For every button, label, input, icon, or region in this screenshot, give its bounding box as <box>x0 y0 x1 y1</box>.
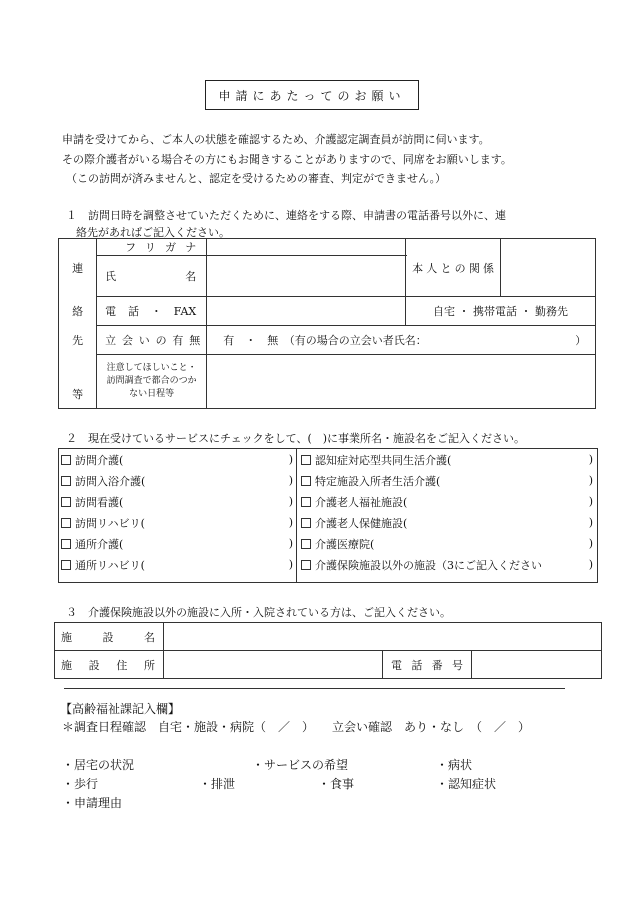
furigana-label: フリガナ <box>97 239 207 256</box>
office-item-reason: ・申請理由 <box>62 796 123 810</box>
service-home-nursing[interactable]: 訪問看護( <box>59 491 275 512</box>
intro-line-1: 申請を受けてから、ご本人の状態を確認するため、介護認定調査員が訪問に伺います。 <box>62 133 490 146</box>
office-item-meal: ・食事 <box>318 777 355 791</box>
office-item-dementia: ・認知症状 <box>436 777 497 791</box>
service-specified-facility[interactable]: 特定施設入所者生活介護( <box>299 470 585 491</box>
notes-label: 注意してほしいこと・ 訪問調査で都合のつか ない日程等 <box>97 355 207 409</box>
side-char-1: 連 <box>59 239 97 297</box>
relation-label: 本人との関係 <box>406 239 501 297</box>
page-title: 申請にあたってのお願い <box>205 80 419 110</box>
service-table <box>58 448 598 583</box>
name-field[interactable] <box>207 256 406 297</box>
notes-field[interactable] <box>207 355 596 409</box>
side-char-2: 絡 <box>59 297 97 326</box>
intro-line-2: その際介護者がいる場合その方にもお聞きすることがありますので、同席をお願いします。 <box>62 153 512 166</box>
office-item-illness: ・病状 <box>436 758 473 772</box>
service-day-care[interactable]: 通所介護( <box>59 533 275 554</box>
service-left-list: 訪問介護( ) 訪問入浴介護( ) 訪問看護( ) 訪問リハビリ( ) 通所介護( ) 通所リハビリ( ) <box>59 449 295 575</box>
office-item-home: ・居宅の状況 <box>62 758 135 772</box>
divider <box>64 688 565 689</box>
office-item-walking: ・歩行 <box>62 777 99 791</box>
presence-field[interactable]: 有 ・ 無 （有の場合の立会い者氏名： ） <box>207 326 596 355</box>
phone-types[interactable]: 自宅 ・ 携帯電話 ・ 勤務先 <box>406 297 596 326</box>
office-item-excretion: ・排泄 <box>199 777 236 791</box>
office-schedule: ＊調査日程確認 自宅・施設・病院（ ／ ） 立会い確認 あり・なし （ ／ ） <box>62 720 531 734</box>
service-medical-facility[interactable]: 介護医療院( <box>299 533 585 554</box>
facility-address-field[interactable] <box>164 651 383 679</box>
section1-heading-1: １ 訪問日時を調整させていただくために、連絡をする際、申請書の電話番号以外に、連 <box>66 209 506 222</box>
facility-address-label: 施設住所 <box>55 651 164 679</box>
phone-number-label: 電話番号 <box>383 651 472 679</box>
facility-name-field[interactable] <box>164 623 602 651</box>
furigana-field[interactable] <box>207 239 406 256</box>
intro-line-3: （この訪問が済みませんと、認定を受けるための審査、判定ができません。） <box>66 172 447 185</box>
facility-table <box>54 622 602 679</box>
side-char-3: 先 <box>59 326 97 355</box>
contact-table <box>58 238 596 409</box>
service-day-rehab[interactable]: 通所リハビリ( <box>59 554 275 575</box>
name-label: 氏名 <box>97 256 207 297</box>
presence-label: 立会いの有無 <box>97 326 207 355</box>
office-item-service: ・サービスの希望 <box>252 758 349 772</box>
service-right-list: 認知症対応型共同生活介護( ) 特定施設入所者生活介護( ) 介護老人福祉施設( ) 介護老人保健施設( ) 介護医療院( ) 介護保険施設以外の施設（3にご記入ください ) <box>299 449 595 575</box>
facility-name-label: 施設名 <box>55 623 164 651</box>
section1-heading-2: 絡先があればご記入ください。 <box>76 226 230 239</box>
relation-field[interactable] <box>501 239 596 297</box>
section2-heading: ２ 現在受けているサービスにチェックをして、( )に事業所名・施設名をご記入ください。 <box>66 432 526 445</box>
phone-label: 電話・FAX <box>97 297 207 326</box>
service-home-care[interactable]: 訪問介護( <box>59 449 275 470</box>
office-heading: 【高齢福祉課記入欄】 <box>60 702 181 716</box>
phone-number-field[interactable] <box>472 651 602 679</box>
phone-field[interactable] <box>207 297 406 326</box>
service-welfare-facility[interactable]: 介護老人福祉施設( <box>299 491 585 512</box>
service-health-facility[interactable]: 介護老人保健施設( <box>299 512 585 533</box>
section3-heading: ３ 介護保険施設以外の施設に入所・入院されている方は、ご記入ください。 <box>66 606 451 619</box>
service-dementia-group[interactable]: 認知症対応型共同生活介護( <box>299 449 585 470</box>
service-other-facility[interactable]: 介護保険施設以外の施設（3にご記入ください <box>299 554 585 575</box>
service-home-rehab[interactable]: 訪問リハビリ( <box>59 512 275 533</box>
service-home-bathing[interactable]: 訪問入浴介護( <box>59 470 275 491</box>
side-char-4: 等 <box>59 355 97 409</box>
